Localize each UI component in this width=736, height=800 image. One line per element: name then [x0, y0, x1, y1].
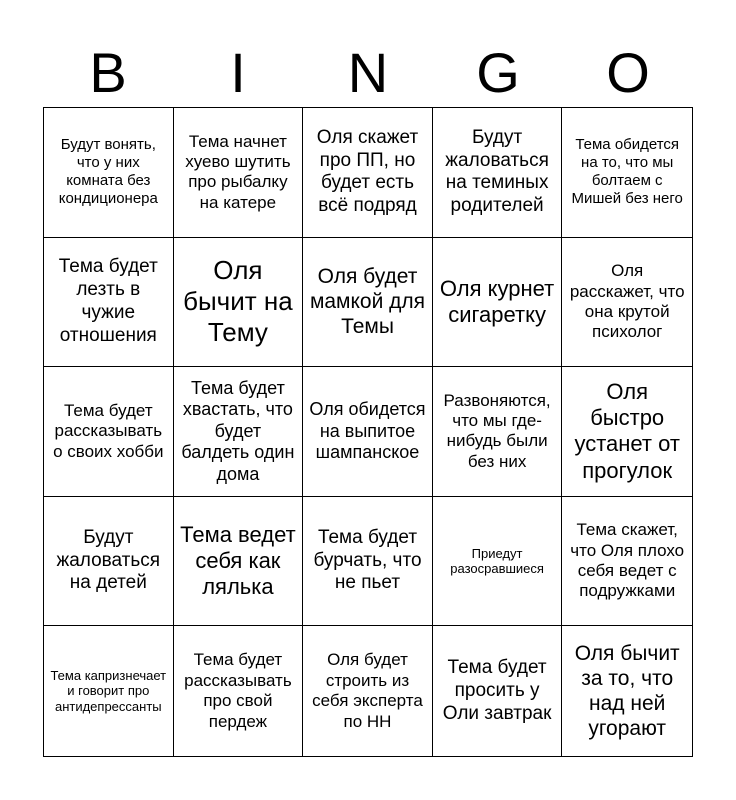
bingo-cell[interactable]: Оля бычит за то, что над ней угорают	[574, 641, 680, 741]
header-letter-o: O	[606, 41, 650, 104]
header-letter-g: G	[476, 41, 520, 104]
header-letter-i: I	[230, 41, 246, 104]
bingo-cell[interactable]: Оля курнет сигаретку	[433, 238, 563, 368]
bingo-cell[interactable]: Оля расскажет, что она крутой психолог	[562, 238, 692, 368]
bingo-cell[interactable]: Приедут разосравшиеся	[433, 497, 563, 627]
bingo-cell[interactable]: Оля обидется на выпитое шампанское	[303, 367, 433, 497]
bingo-cell[interactable]: Тема капризнечает и говорит про антидепрессанты	[44, 626, 174, 756]
bingo-cell[interactable]: Будут вонять, что у них комната без кондиционера	[44, 108, 174, 238]
bingo-cell[interactable]: Оля будет мамкой для Темы	[303, 238, 433, 368]
bingo-cell[interactable]: Тема начнет хуево шутить про рыбалку на катере	[174, 108, 304, 238]
bingo-cell[interactable]: Тема обидется на то, что мы болтаем с Мишей без него	[562, 108, 692, 238]
bingo-cell[interactable]: Оля бычит на Тему	[174, 238, 304, 368]
bingo-board	[43, 107, 693, 757]
bingo-cell[interactable]: Тема будет хвастать, что будет балдеть один дома	[174, 367, 304, 497]
bingo-cell[interactable]: Тема будет рассказывать о своих хобби	[44, 367, 174, 497]
bingo-cell[interactable]: Оля скажет про ПП, но будет есть всё подряд	[303, 108, 433, 238]
bingo-cell[interactable]: Тема будет бурчать, что не пьет	[303, 497, 433, 627]
bingo-header	[43, 40, 693, 106]
bingo-cell[interactable]: Будут жаловаться на детей	[44, 497, 174, 627]
bingo-cell[interactable]: Оля быстро устанет от прогулок	[562, 367, 692, 497]
header-letter-b: B	[89, 41, 127, 104]
bingo-cell[interactable]: Тема будет просить у Оли завтрак	[433, 626, 563, 756]
bingo-cell[interactable]: Развоняются, что мы где-нибудь были без них	[433, 367, 563, 497]
bingo-cell[interactable]: Тема будет рассказывать про свой пердеж	[174, 626, 304, 756]
header-letter-n: N	[347, 41, 389, 104]
bingo-cell[interactable]: Оля будет строить из себя эксперта по НН	[303, 626, 433, 756]
bingo-cell[interactable]: Будут жаловаться на теминых родителей	[433, 108, 563, 238]
bingo-cell[interactable]: Тема скажет, что Оля плохо себя ведет с подружками	[562, 497, 692, 627]
bingo-cell[interactable]: Тема будет лезть в чужие отношения	[44, 238, 174, 368]
bingo-cell[interactable]: Тема ведет себя как лялька	[174, 497, 304, 627]
